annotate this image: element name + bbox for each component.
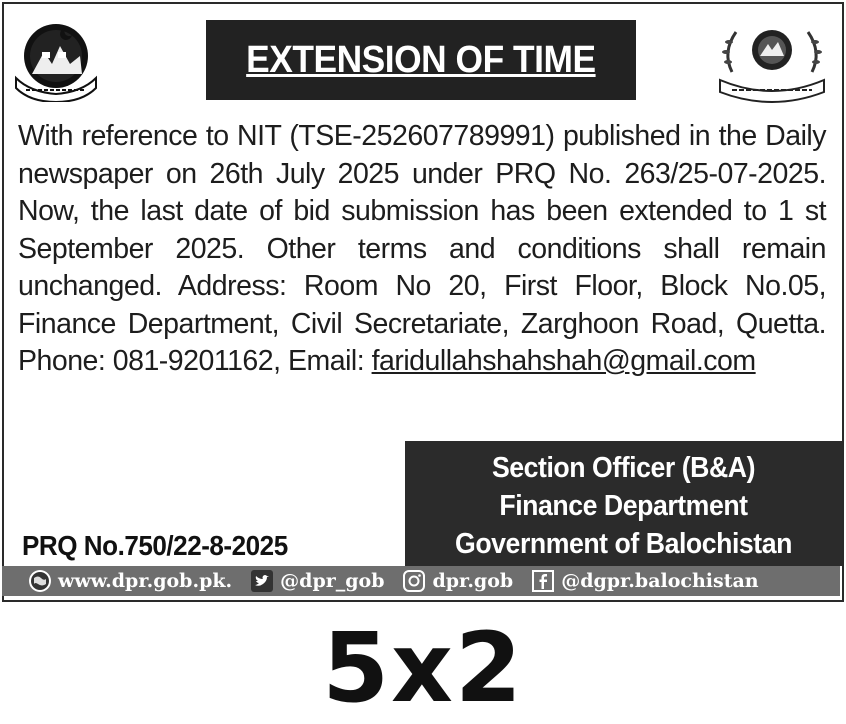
- prq-number: PRQ No.750/22-8-2025: [22, 530, 288, 561]
- footer-instagram[interactable]: [402, 569, 513, 593]
- dgpr-emblem-logo: [712, 22, 832, 104]
- footer-social-bar: [2, 566, 840, 596]
- balochistan-emblem-logo: [10, 16, 102, 102]
- signature-block: [405, 441, 842, 566]
- title-banner: [206, 20, 636, 100]
- website-text: www.dpr.gob.pk.: [58, 570, 233, 592]
- notice-body-text: With reference to NIT (TSE-252607789991) published in the Daily newspaper on 26th July 2025 under PRQ No. 263/25-07-2025. Now, the last date of bid submission has been extended to 1 st September 2025. Other terms and conditions shall remain unchanged. Address: Room No 20, First Floor, Block No.05, Finance Department, Civil Secretariate, Zarghoon Road, Quetta. Phone: 081-9201162, Email:: [18, 120, 826, 377]
- signature-government: Government of Balochistan: [455, 528, 792, 560]
- twitter-icon: [250, 569, 274, 593]
- notice-body: [18, 118, 826, 381]
- instagram-icon: [402, 569, 426, 593]
- footer-website[interactable]: [28, 569, 232, 593]
- email-link[interactable]: faridullahshahshah@gmail.com: [371, 345, 756, 377]
- twitter-handle: @dpr_gob: [280, 570, 385, 592]
- footer-facebook[interactable]: [531, 569, 758, 593]
- footer-twitter[interactable]: [250, 569, 384, 593]
- signature-designation: Section Officer (B&A): [491, 452, 756, 484]
- ad-size-label: 5x2: [322, 612, 524, 724]
- globe-icon: [28, 569, 52, 593]
- signature-department: Finance Department: [499, 490, 748, 522]
- facebook-handle: @dgpr.balochistan: [561, 570, 759, 592]
- notice-title: EXTENSION OF TIME: [246, 38, 596, 81]
- facebook-icon: [531, 569, 555, 593]
- instagram-handle: dpr.gob: [432, 570, 514, 592]
